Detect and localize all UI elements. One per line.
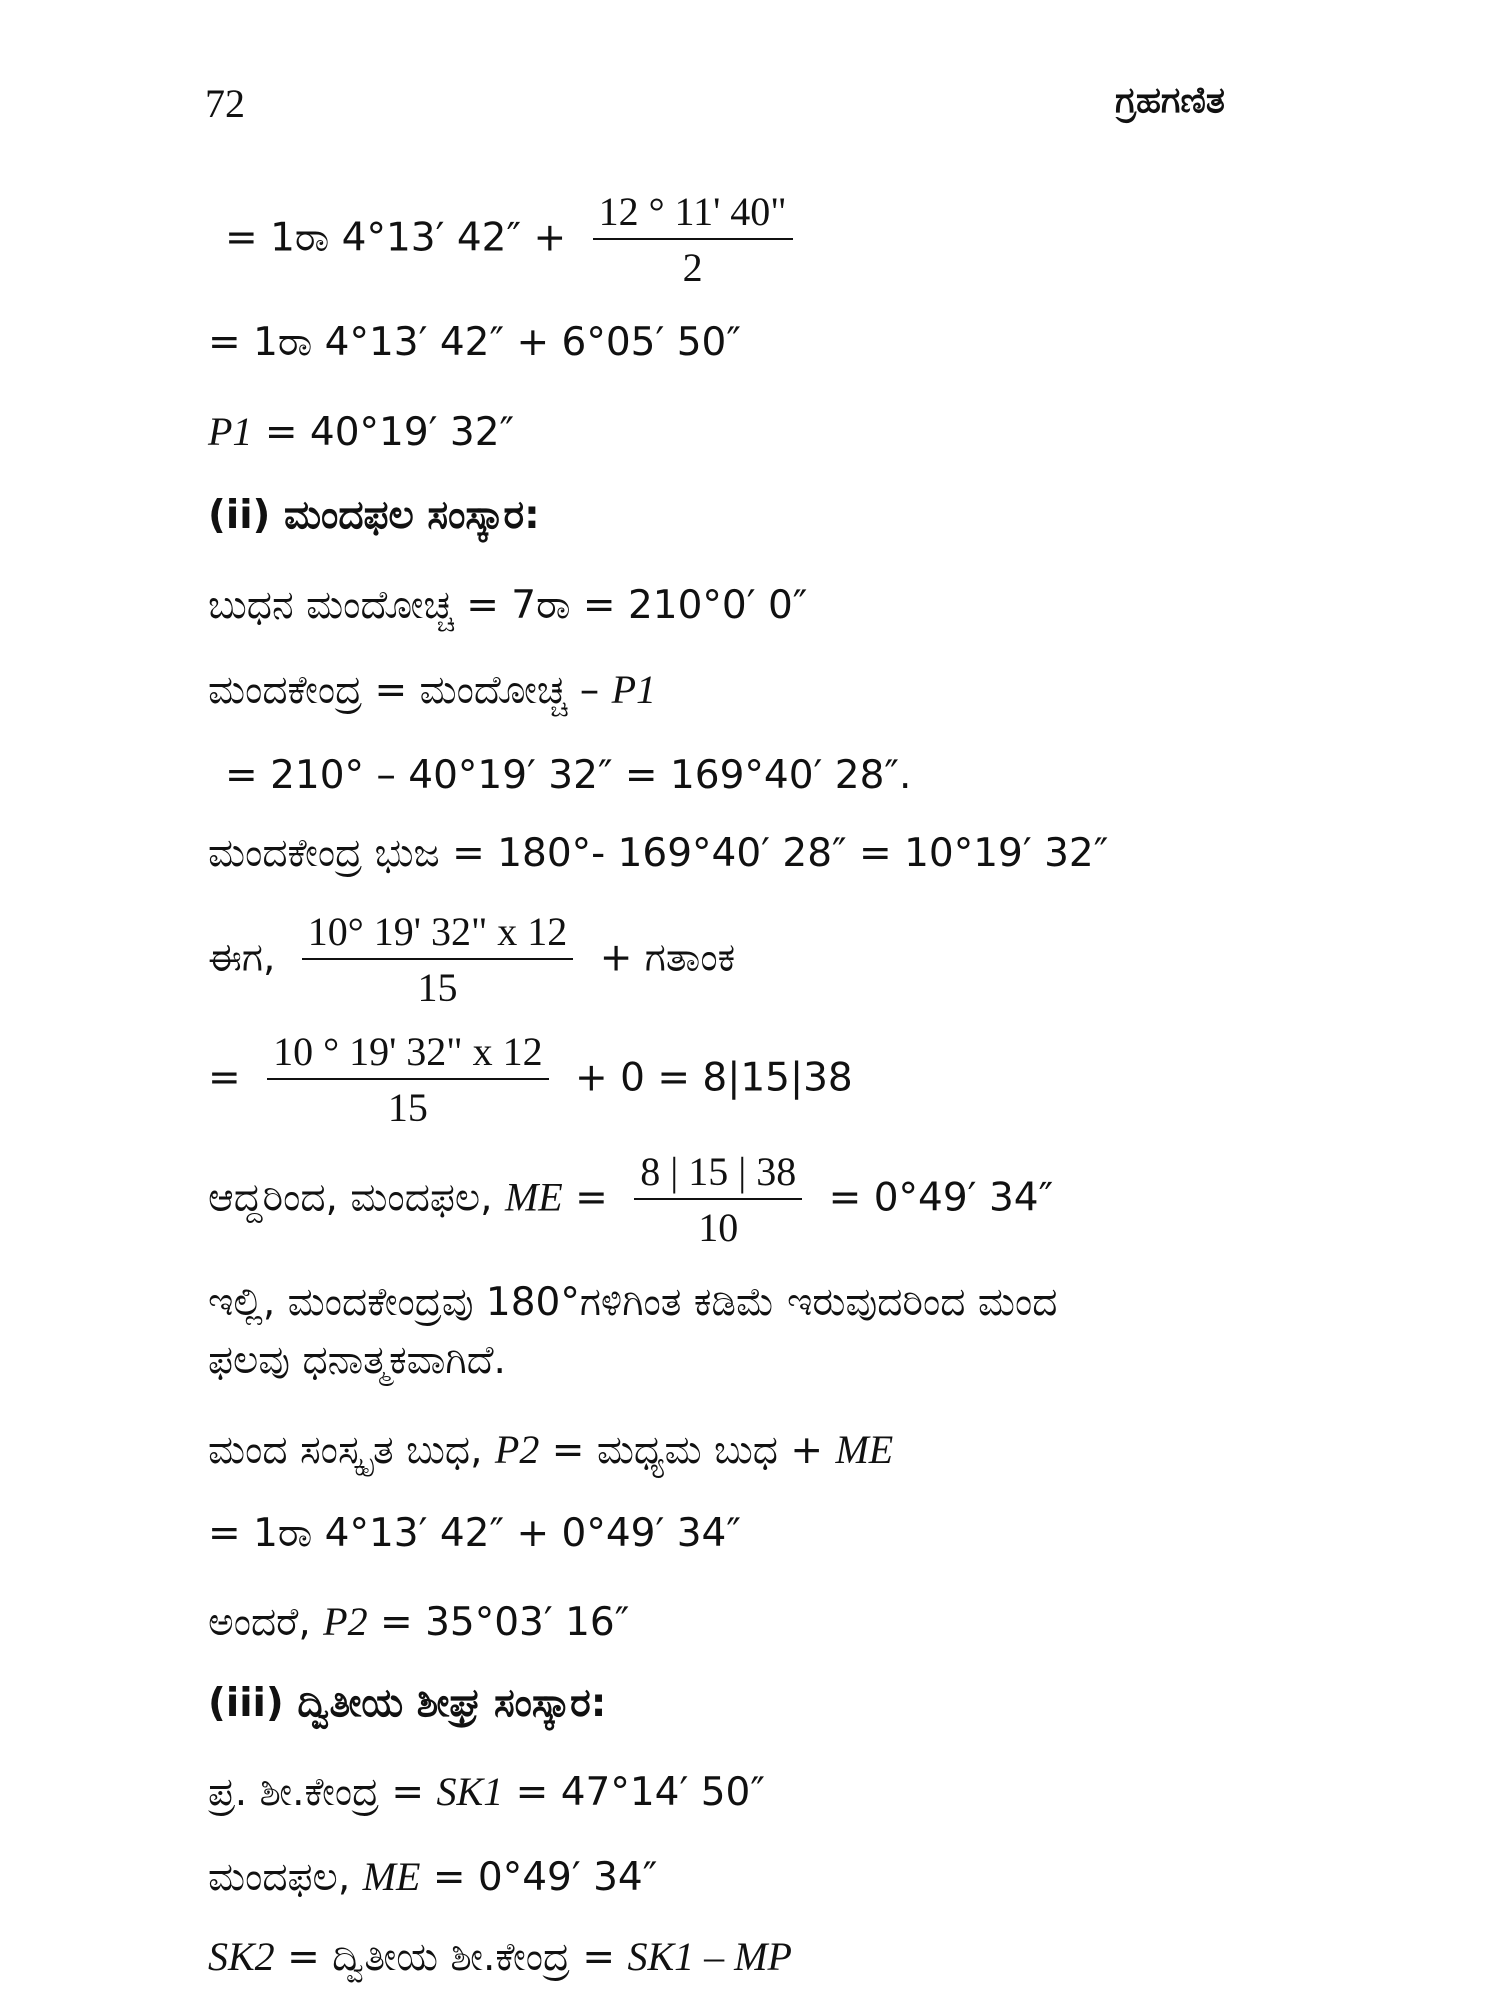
equation-line-13: [208, 1428, 893, 1473]
running-head: ಗ್ರಹಗಣಿತ: [1115, 80, 1225, 121]
fraction: [593, 190, 793, 290]
paragraph-line-12a: ಇಲ್ಲಿ, ಮಂದಕೇಂದ್ರವು 180°ಗಳಿಗಿಂತ ಕಡಿಮೆ ಇರುವುದರಿಂದ ಮಂದ: [208, 1280, 1058, 1325]
equation-line-17: [208, 1770, 765, 1815]
equation-text: ಪ್ರ. ಶೀ.ಕೇಂದ್ರ =: [208, 1770, 425, 1815]
fraction-numerator: 12 ° 11' 40": [598, 189, 787, 234]
variable-p1: P1: [611, 667, 657, 712]
variable-p2: P2: [494, 1427, 540, 1472]
fraction-bar: [634, 1198, 802, 1200]
equation-rhs: = 35°03′ 16″: [380, 1600, 630, 1645]
page-number: 72: [205, 81, 245, 126]
equation-line-7: = 210° – 40°19′ 32″ = 169°40′ 28″.: [225, 753, 912, 798]
fraction-denominator: 15: [417, 965, 458, 1010]
equation-line-1: [225, 190, 807, 290]
equation-line-6: [208, 668, 656, 713]
equation-rhs: = 0°49′ 34″: [828, 1175, 1054, 1221]
fraction-numerator: 10° 19' 32" x 12: [307, 909, 568, 954]
equation-text: ಮಂದಫಲ,: [208, 1855, 351, 1900]
fraction-denominator: 2: [682, 245, 703, 290]
fraction-numerator: 8 | 15 | 38: [640, 1149, 797, 1194]
equation-rhs: + 0 = 8|15|38: [575, 1055, 853, 1101]
equation-line-9: [208, 910, 735, 1010]
equation-lhs: ಈಗ,: [208, 935, 276, 981]
fraction-numerator: 10 ° 19' 32" x 12: [273, 1029, 543, 1074]
equation-rhs: = ಮಧ್ಯಮ ಬುಧ +: [551, 1428, 824, 1473]
equation-line-8: ಮಂದಕೇಂದ್ರ ಭುಜ = 180°- 169°40′ 28″ = 10°19′ 32″: [208, 831, 1109, 876]
fraction: [267, 1030, 549, 1130]
equation-line-15: [208, 1600, 629, 1645]
variable-p1: P1: [208, 409, 253, 454]
equation-rhs: = 40°19′ 32″: [264, 410, 515, 455]
equation-line-18: [208, 1855, 657, 1900]
variable-sk1: SK1: [436, 1769, 504, 1814]
fraction: [302, 910, 574, 1010]
variable-sk1-mp: SK1 – MP: [627, 1934, 792, 1979]
paragraph-line-12b: ಫಲವು ಧನಾತ್ಮಕವಾಗಿದೆ.: [208, 1338, 506, 1383]
equation-lhs: =: [208, 1055, 241, 1101]
equation-line-10: [208, 1030, 853, 1130]
equation-line-3: [208, 410, 514, 455]
equation-text: = ದ್ವಿತೀಯ ಶೀ.ಕೇಂದ್ರ =: [287, 1935, 616, 1980]
equation-rhs: = 0°49′ 34″: [432, 1855, 658, 1900]
equation-lhs: ಆದ್ದರಿಂದ, ಮಂದಫಲ,: [208, 1175, 493, 1221]
equation-rhs: = 47°14′ 50″: [515, 1770, 765, 1815]
section-heading-iii: (iii) ದ್ವಿತೀಯ ಶೀಘ್ರ ಸಂಸ್ಕಾರ:: [208, 1681, 607, 1726]
fraction-bar: [302, 958, 574, 960]
variable-me: ME: [835, 1427, 894, 1472]
equation-line-14: = 1ರಾ 4°13′ 42″ + 0°49′ 34″: [208, 1511, 741, 1556]
equation-lhs: = 1ರಾ 4°13′ 42″ +: [225, 215, 567, 261]
equation-line-11: [208, 1150, 1053, 1250]
fraction-denominator: 15: [387, 1085, 428, 1130]
equation-line-19: [208, 1935, 792, 1980]
equation-text: ಮಂದ ಸಂಸ್ಕೃತ ಬುಧ,: [208, 1428, 483, 1473]
equation-text: ಅಂದರೆ,: [208, 1600, 311, 1645]
variable-p2: P2: [323, 1599, 368, 1644]
variable-sk2: SK2: [208, 1934, 275, 1979]
fraction-bar: [593, 238, 793, 240]
variable-me: ME: [362, 1854, 421, 1899]
fraction-bar: [267, 1078, 549, 1080]
fraction-denominator: 10: [698, 1205, 739, 1250]
fraction: [634, 1150, 802, 1250]
equation-text: ಮಂದಕೇಂದ್ರ = ಮಂದೋಚ್ಚ –: [208, 668, 600, 713]
equation-line-5: ಬುಧನ ಮಂದೋಚ್ಚ = 7ರಾ = 210°0′ 0″: [208, 583, 808, 628]
equation-rhs: + ಗತಾಂಕ: [599, 935, 736, 981]
equation-line-2: = 1ರಾ 4°13′ 42″ + 6°05′ 50″: [208, 320, 741, 365]
equals-sign: =: [575, 1175, 608, 1221]
section-heading-ii: (ii) ಮಂದಫಲ ಸಂಸ್ಕಾರ:: [208, 493, 540, 538]
variable-me: ME: [504, 1174, 563, 1220]
